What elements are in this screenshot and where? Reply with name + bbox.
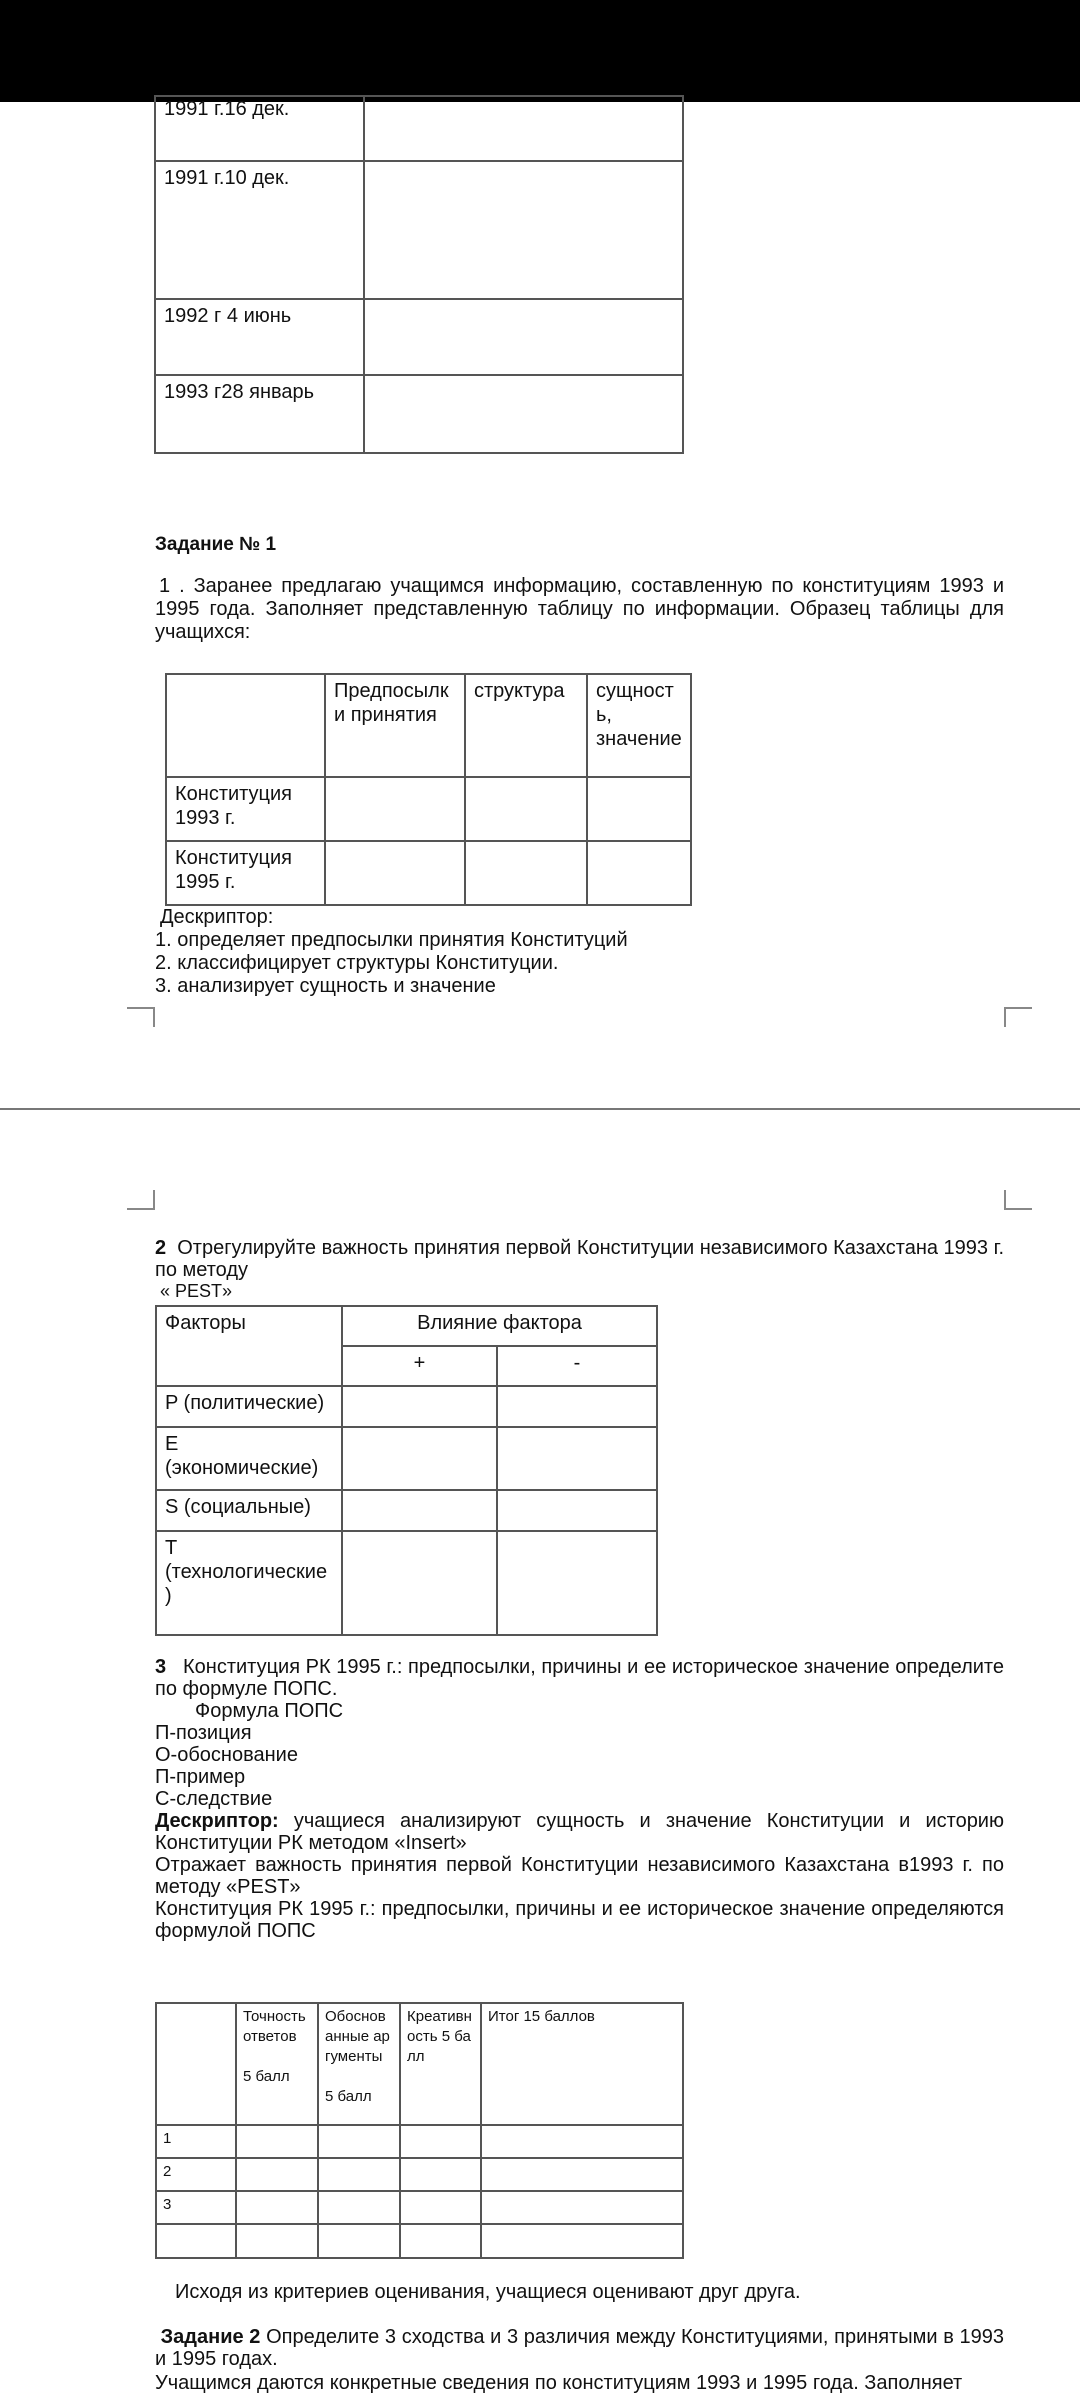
table-row: 3 — [156, 2191, 683, 2224]
page-corner-mark — [127, 1190, 155, 1210]
table-row: S (социальные) — [156, 1490, 657, 1531]
task-b-text: Задание 2 Определите 3 сходства и 3 различия между Конституциями, принятыми в 1993 и 1995 годах. — [155, 2326, 1004, 2370]
page-corner-mark — [127, 1007, 155, 1027]
table-row — [156, 2224, 683, 2258]
table-row: P (политические) — [156, 1386, 657, 1427]
formula-title: Формула ПОПС — [195, 1700, 344, 1722]
timeline-table — [154, 95, 684, 454]
table-row: Конституция 1995 г. — [166, 841, 691, 905]
task1-descriptor-block — [155, 906, 1004, 998]
table-row: T (технологические) — [156, 1531, 657, 1635]
date-cell: 1992 г 4 июнь — [155, 299, 364, 375]
table-row: Конституция 1993 г. — [166, 777, 691, 841]
pest-table: Факторы Влияние фактора + - P (политические) E (экономические) S (социальные) T (технологические) — [155, 1305, 658, 1636]
descriptor-item: 3. анализирует сущность и значение — [155, 975, 496, 997]
task-b-text2: Учащимся даются конкретные сведения по конституциям 1993 и 1995 года. Заполняет — [155, 2372, 963, 2394]
task2-text: 2 Отрегулируйте важность принятия первой Конституции независимого Казахстана 1993 г. по методу — [155, 1237, 1004, 1281]
task3-block — [155, 1656, 1004, 1942]
page-separator — [0, 1108, 1080, 1110]
peer-note: Исходя из критериев оценивания, учащиеся оценивают друг друга. — [175, 2281, 801, 2303]
task1-text: 1 . Заранее предлагаю учащимся информацию, составленную по конституциям 1993 и 1995 года. Заполняет представленную таблицу по информации. Образец таблицы для учащихся: — [155, 575, 1004, 643]
table-row — [155, 375, 683, 453]
formula-item: С-следствие — [155, 1788, 273, 1810]
table-row: 2 — [156, 2158, 683, 2191]
date-cell: 1993 г28 январь — [155, 375, 364, 453]
descriptor-item: 1. определяет предпосылки принятия Конституций — [155, 929, 628, 951]
descriptor-label: Дескриптор: — [160, 906, 274, 928]
header-cell: сущность, значение — [587, 674, 691, 777]
rubric-table: Точность ответов 5 балл Обоснованные аргументы 5 балл Креативность 5 балл Итог 15 баллов 1 2 3 — [155, 2002, 684, 2259]
task2-block — [155, 1237, 1004, 1301]
date-cell: 1991 г.10 дек. — [155, 161, 364, 299]
header-cell: Предпосылки принятия — [325, 674, 465, 777]
header-cell: структура — [465, 674, 587, 777]
formula-item: О-обоснование — [155, 1744, 298, 1766]
formula-item: П-позиция — [155, 1722, 252, 1744]
descriptor-item: 2. классифицирует структуры Конституции. — [155, 952, 559, 974]
task3-line: Отражает важность принятия первой Конституции независимого Казахстана в1993 г. по методу «PEST» — [155, 1854, 1004, 1898]
task3-descriptor: Дескриптор: учащиеся анализируют сущность и значение Конституции и историю Конституции РК методом «Insert» — [155, 1810, 1004, 1854]
table-row — [155, 161, 683, 299]
date-cell: 1991 г.16 дек. — [155, 96, 364, 161]
task3-line: Конституция РК 1995 г.: предпосылки, причины и ее историческое значение определяются формулой ПОПС — [155, 1898, 1004, 1942]
top-black-bar — [0, 0, 1080, 102]
task3-text: 3 Конституция РК 1995 г.: предпосылки, причины и ее историческое значение определите по формуле ПОПС. — [155, 1656, 1004, 1700]
task1-heading: Задание № 1 — [155, 534, 277, 555]
table-row — [155, 96, 683, 161]
page-corner-mark — [1004, 1007, 1032, 1027]
page-corner-mark — [1004, 1190, 1032, 1210]
table-row — [155, 299, 683, 375]
task-b-block — [155, 2326, 1004, 2394]
table-row: 1 — [156, 2125, 683, 2158]
constitution-table — [165, 673, 692, 906]
formula-item: П-пример — [155, 1766, 246, 1788]
task2-method: « PEST» — [160, 1281, 233, 1301]
table-row: E (экономические) — [156, 1427, 657, 1490]
